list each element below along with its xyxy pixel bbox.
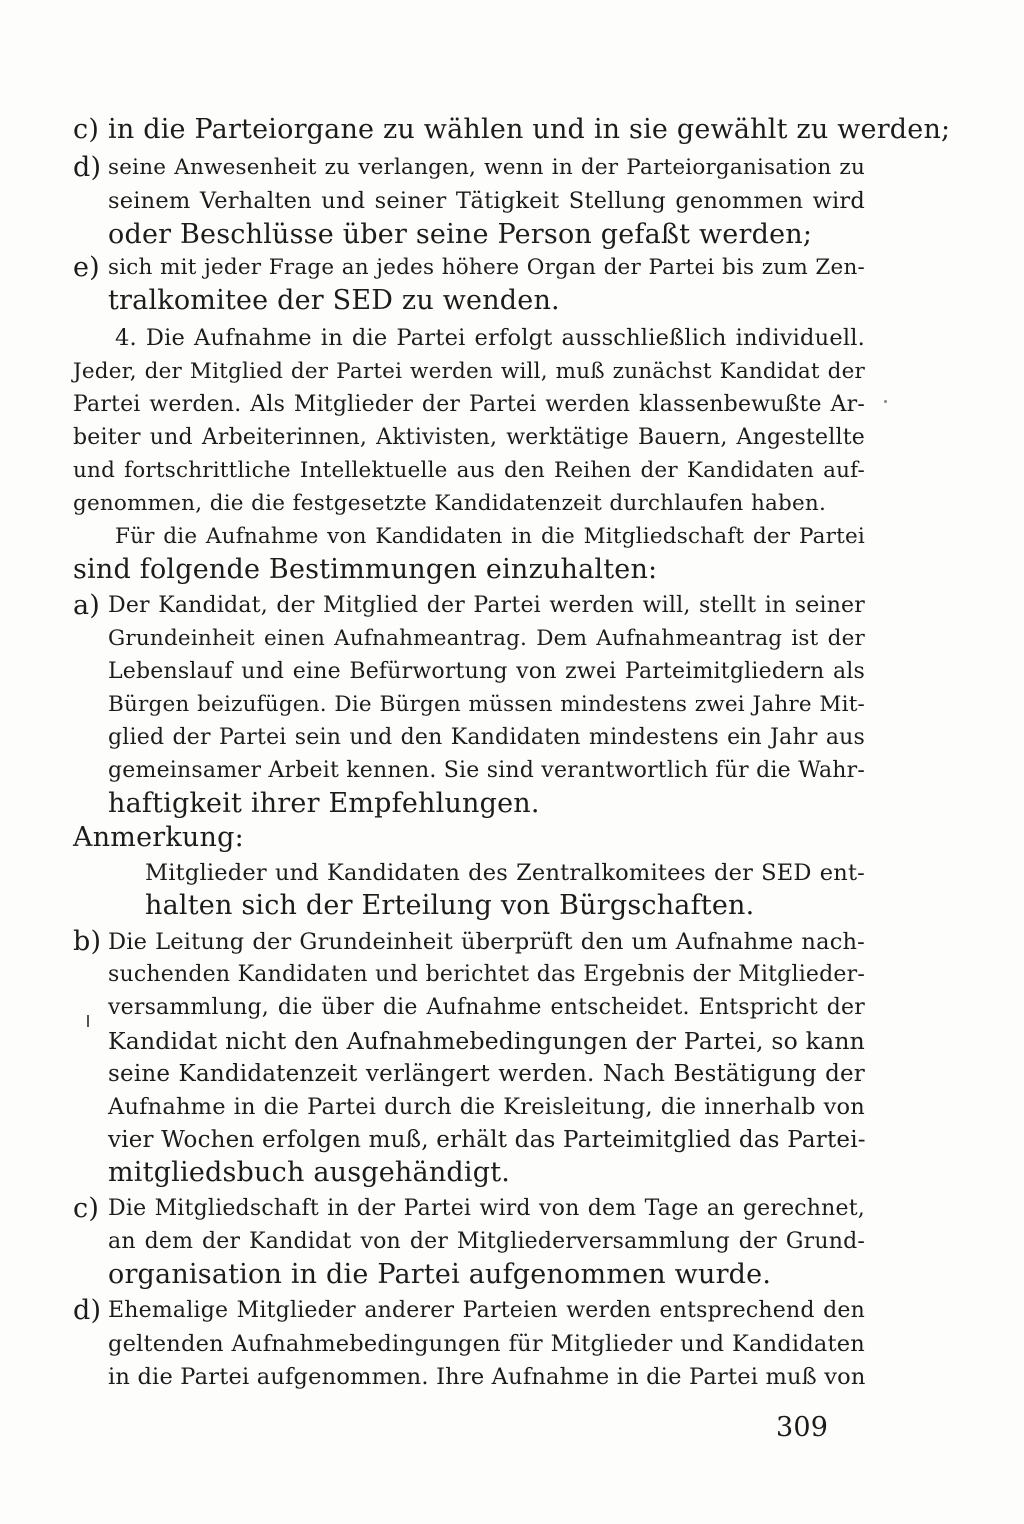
text-line: Die Leitung der Grundeinheit überprüft den um Aufnahme nach- [108,929,865,955]
item-label: d) [73,1295,102,1326]
text-line: Lebenslauf und eine Befürwortung von zwei Parteimitgliedern als [108,659,865,684]
text-line: Jeder, der Mitglied der Partei werden will, muß zunächst Kandidat der [73,359,865,384]
text-line: sind folgende Bestimmungen einzuhalten: [73,554,658,585]
text-line: organisation in die Partei aufgenommen wurde. [108,1259,772,1290]
text-line: Mitglieder und Kandidaten des Zentralkomitees der SED ent- [145,860,865,886]
text-line: beiter und Arbeiterinnen, Aktivisten, werktätige Bauern, Angestellte [73,425,865,450]
item-label: d) [73,152,102,183]
text-line: 4. Die Aufnahme in die Partei erfolgt ausschließlich individuell. [115,325,865,351]
text-line: in die Partei aufgenommen. Ihre Aufnahme in die Partei muß von [108,1364,866,1390]
note-heading: Anmerkung: [73,822,244,853]
text-line: geltenden Aufnahmebedingungen für Mitglieder und Kandidaten [108,1331,865,1357]
text-line: tralkomitee der SED zu wenden. [108,285,560,316]
text-line: sich mit jeder Frage an jedes höhere Organ der Partei bis zum Zen- [108,255,865,280]
text-line: und fortschrittliche Intellektuelle aus den Reihen der Kandidaten auf- [73,458,865,483]
text-line: oder Beschlüsse über seine Person gefaßt werden; [108,219,813,250]
text-line: Der Kandidat, der Mitglied der Partei werden will, stellt in seiner [108,593,865,618]
text-line: suchenden Kandidaten und berichtet das Ergebnis der Mitglieder- [108,962,865,987]
item-label: e) [73,252,100,283]
text-line: Kandidat nicht den Aufnahmebedingungen der Partei, so kann [108,1027,865,1055]
item-label: a) [73,590,101,621]
text-line: mitgliedsbuch ausgehändigt. [108,1157,511,1188]
text-line: Aufnahme in die Partei durch die Kreisleitung, die innerhalb von [108,1094,865,1120]
text-line: versammlung, die über die Aufnahme entscheidet. Entspricht der [108,995,865,1020]
text-line: Partei werden. Als Mitglieder der Partei werden klassenbewußte Ar- [73,392,865,417]
print-speck [884,400,887,403]
text-line: Grundeinheit einen Aufnahmeantrag. Dem Aufnahmeantrag ist der [108,626,865,651]
text-line: gemeinsamer Arbeit kennen. Sie sind verantwortlich für die Wahr- [108,758,865,783]
item-label: b) [73,926,102,957]
item-label: c) [73,1193,100,1224]
text-line: haftigkeit ihrer Empfehlungen. [108,788,540,819]
text-line: in die Parteiorgane zu wählen und in sie gewählt zu werden; [108,114,951,145]
item-label: c) [73,114,100,145]
text-line: vier Wochen erfolgen muß, erhält das Parteimitglied das Partei- [108,1127,866,1153]
text-line: an dem der Kandidat von der Mitgliederversammlung der Grund- [108,1229,865,1254]
text-line: seine Kandidatenzeit verlängert werden. Nach Bestätigung der [108,1061,865,1087]
text-line: Ehemalige Mitglieder anderer Parteien werden entsprechend den [108,1298,865,1323]
text-line: seinem Verhalten und seiner Tätigkeit Stellung genommen wird [108,188,865,214]
text-line: seine Anwesenheit zu verlangen, wenn in der Parteiorganisation zu [108,155,865,180]
text-line: Die Mitgliedschaft in der Partei wird von dem Tage an gerechnet, [108,1196,865,1221]
text-line: genommen, die die festgesetzte Kandidatenzeit durchlaufen haben. [73,491,826,516]
text-line: halten sich der Erteilung von Bürgschaften. [145,890,755,921]
text-line: Bürgen beizufügen. Die Bürgen müssen mindestens zwei Jahre Mit- [108,692,865,717]
text-line: Für die Aufnahme von Kandidaten in die Mitgliedschaft der Partei [115,524,865,549]
page-number: 309 [776,1412,829,1443]
print-mark [87,1015,89,1027]
text-line: glied der Partei sein und den Kandidaten mindestens ein Jahr aus [108,725,865,750]
